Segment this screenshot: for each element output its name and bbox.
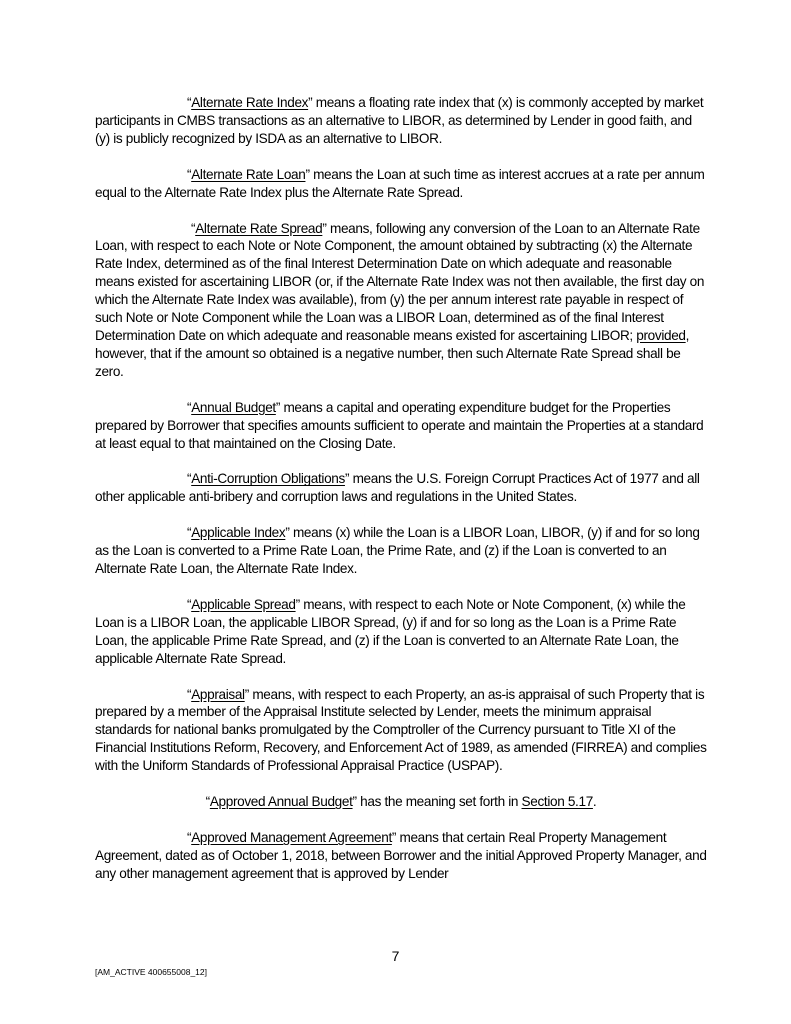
page-number: 7 [391,948,400,964]
definition-appraisal: “Appraisal” means, with respect to each Property, an as-is appraisal of such Property that is prepared by a member of the Appraisal Institute selected by Lender, meets the minimum appraisal standards for national banks promulgated by the Comptroller of the Currency pursuant to Title XI of the Financial Institutions Reform, Recovery, and Enforcement Act of 1989, as amended (FIRREA) and complies with the Uniform Standards of Professional Appraisal Practice (USPAP). [95,686,707,774]
defined-term: Anti-Corruption Obligations [191,471,345,487]
defined-term: Approved Annual Budget [209,794,353,810]
definition-alternate-rate-index: “Alternate Rate Index” means a floating rate index that (x) is commonly accepted by market participants in CMBS transactions as an alternative to LIBOR, as determined by Lender in good faith, and (y) is publicly recognized by ISDA as an alternative to LIBOR. [95,95,704,146]
defined-term: Approved Management Agreement [191,830,392,845]
defined-term: Alternate Rate Loan [191,166,306,182]
definitions-list [95,94,707,901]
defined-term: Alternate Rate Spread [195,220,323,236]
document-id-footer: [AM_ACTIVE 400655008_12] [95,967,207,977]
defined-term: Appraisal [191,686,245,702]
definition-applicable-spread: “Applicable Spread” means, with respect to each Note or Note Component, (x) while the Loan is a LIBOR Loan, the applicable LIBOR Spread, (y) if and for so long as the Loan is a Prime Rate Loan, the applicable Prime Rate Spread, and (z) if the Loan is converted to an Alternate Rate Loan, the applicable Alternate Rate Spread. [95,596,686,666]
definition-alternate-rate-spread: “Alternate Rate Spread” means, following any conversion of the Loan to an Alternate Rate Loan, with respect to each Note or Note Component, the amount obtained by subtracting (x) the Alternate Rate Index, determined as of the final Interest Determination Date on which adequate and reasonable means existed for ascertaining LIBOR (or, if the Alternate Rate Index was not then available, the first day on which the Alternate Rate Index was available), from (y) the per annum interest rate payable in respect of such Note or Note Component while the Loan was a LIBOR Loan, determined as of the final Interest Determination Date on which adequate and reasonable means existed for ascertaining LIBOR; provided, however, that if the amount so obtained is a negative number, then such Alternate Rate Spread shall be zero. [95,220,705,379]
section-reference: Section 5.17 [521,794,593,810]
defined-term: Applicable Index [191,525,286,541]
definition-annual-budget: “Annual Budget” means a capital and operating expenditure budget for the Properties prepared by Borrower that specifies amounts sufficient to operate and maintain the Properties at a standard at least equal to that maintained on the Closing Date. [95,399,704,451]
definition-approved-annual-budget: “Approved Annual Budget” has the meaning set forth in Section 5.17. [205,794,597,810]
definition-alternate-rate-loan: “Alternate Rate Loan” means the Loan at such time as interest accrues at a rate per annum equal to the Alternate Rate Index plus the Alternate Rate Spread. [95,166,705,200]
defined-term: Annual Budget [191,399,276,415]
definition-approved-management-agreement: “Approved Management Agreement” means that certain Real Property Management Agreement, dated as of October 1, 2018, between Borrower and the initial Approved Property Manager, and any other management agreement that is approved by Lender [95,830,707,881]
definition-anti-corruption-obligations: “Anti-Corruption Obligations” means the U.S. Foreign Corrupt Practices Act of 1977 and all other applicable anti-bribery and corruption laws and regulations in the United States. [95,471,700,505]
defined-term: Alternate Rate Index [191,95,309,110]
definition-applicable-index: “Applicable Index” means (x) while the Loan is a LIBOR Loan, LIBOR, (y) if and for so long as the Loan is converted to a Prime Rate Loan, the Prime Rate, and (z) if the Loan is converted to an Alternate Rate Loan, the Alternate Rate Index. [95,525,700,577]
provided-term: provided [636,327,686,343]
defined-term: Applicable Spread [191,596,296,612]
